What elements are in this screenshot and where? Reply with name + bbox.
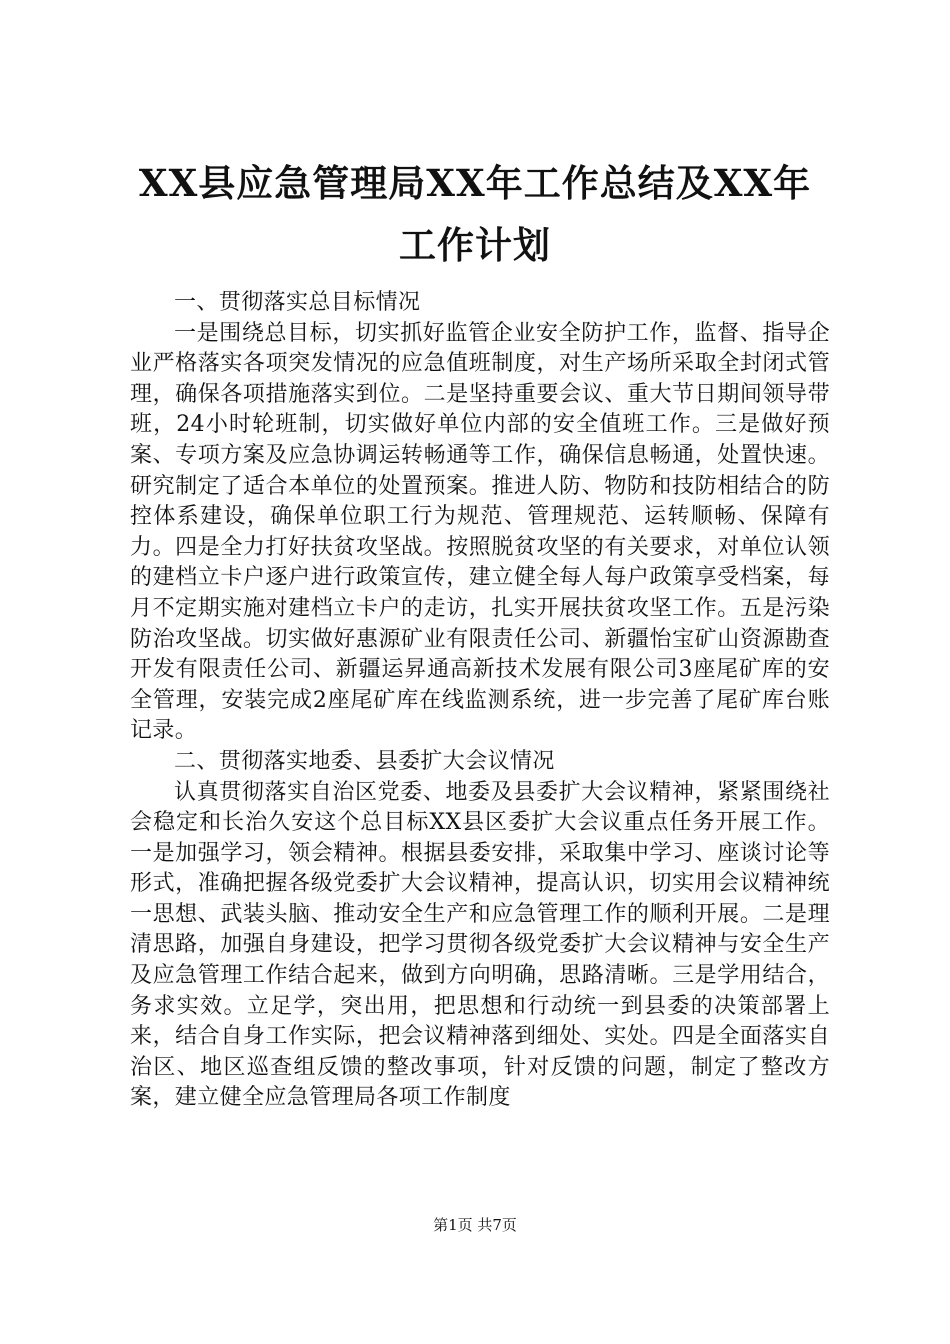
page-footer: 第1页 共7页 xyxy=(433,1216,517,1234)
document-body xyxy=(130,288,830,1114)
document-title: XX县应急管理局XX年工作总结及XX年工作计划 xyxy=(138,161,812,267)
body-paragraph-2: 认真贯彻落实自治区党委、地委及县委扩大会议精神，紧紧围绕社会稳定和长治久安这个总目标XX县区委扩大会议重点任务开展工作。一是加强学习，领会精神。根据县委安排，采取集中学习、座谈讨论等形式，准确把握各级党委扩大会议精神，提高认识，切实用会议精神统一思想、武装头脑、推动安全生产和应急管理工作的顺利开展。二是理清思路，加强自身建设，把学习贯彻各级党委扩大会议精神与安全生产及应急管理工作结合起来，做到方向明确，思路清晰。三是学用结合，务求实效。立足学，突出用，把思想和行动统一到县委的决策部署上来，结合自身工作实际，把会议精神落到细处、实处。四是全面落实自治区、地区巡查组反馈的整改事项，针对反馈的问题，制定了整改方案，建立健全应急管理局各项工作制度 xyxy=(130,779,830,1111)
section-heading-1: 一、贯彻落实总目标情况 xyxy=(174,290,421,315)
body-paragraph-1: 一是围绕总目标，切实抓好监管企业安全防护工作，监督、指导企业严格落实各项突发情况的应急值班制度，对生产场所采取全封闭式管理，确保各项措施落实到位。二是坚持重要会议、重大节日期间领导带班，24小时轮班制，切实做好单位内部的安全值班工作。三是做好预案、专项方案及应急协调运转畅通等工作，确保信息畅通，处置快速。研究制定了适合本单位的处置预案。推进人防、物防和技防相结合的防控体系建设，确保单位职工行为规范、管理规范、运转顺畅、保障有力。四是全力打好扶贫攻坚战。按照脱贫攻坚的有关要求，对单位认领的建档立卡户逐户进行政策宣传，建立健全每人每户政策享受档案，每月不定期实施对建档立卡户的走访，扎实开展扶贫攻坚工作。五是污染防治攻坚战。切实做好惠源矿业有限责任公司、新疆怡宝矿山资源勘查开发有限责任公司、新疆运昇通高新技术发展有限公司3座尾矿库的安全管理，安装完成2座尾矿库在线监测系统，进一步完善了尾矿库台账记录。 xyxy=(130,320,830,744)
section-heading-2: 二、贯彻落实地委、县委扩大会议情况 xyxy=(174,748,555,774)
